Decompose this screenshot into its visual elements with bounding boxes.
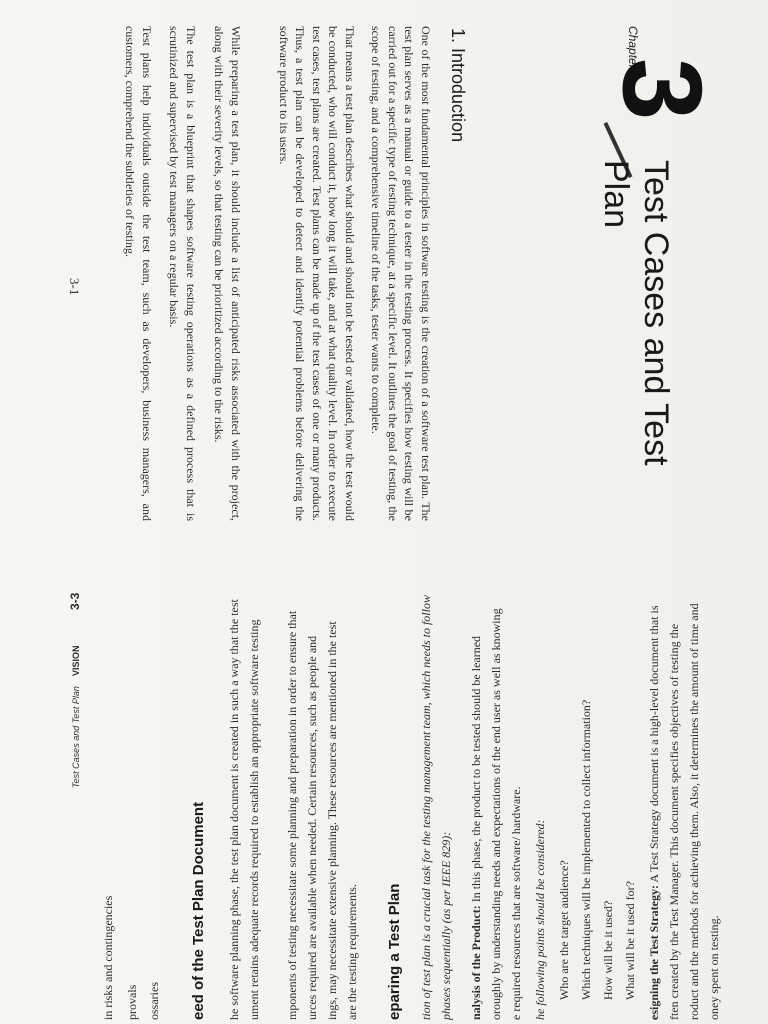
need-line-1: he software planning phase, the test plan document is created in such a way that the test — [227, 599, 241, 1020]
need-cont-line-3: ings, may necessitate extensive planning. These resources are mentioned in the test — [325, 621, 339, 1020]
fragment-risks: in risks and contingencies — [101, 895, 115, 1020]
heading-preparing-test-plan: eparing a Test Plan — [386, 883, 403, 1020]
strategy-line-2: ften created by the Test Manager. This document specifies objectives of testing the — [667, 623, 681, 1020]
analysis-lead: nalysis of the Product: — [469, 905, 483, 1020]
chapter-title-line2: Plan — [597, 160, 635, 229]
need-cont-line-2: urces required are available when needed. Certain resources, such as people and — [305, 635, 319, 1020]
fragment-glossaries: ossaries — [147, 982, 161, 1020]
strategy-line-1 — [646, 605, 663, 1020]
need-cont-line-1: mponents of testing necessitate some planning and preparation in order to ensure that — [285, 610, 299, 1020]
chapter-title-line1: Test Cases and Test — [637, 160, 675, 466]
question-2: Which techniques will be implemented to collect information? — [579, 699, 593, 1000]
paragraph-2: That means a test plan describes what should and should not be tested or validated, how the test would be conducted, who will conduct it, how long it will take, and at what quality level. In order to execute test cases, test plans are created. Test plans can be made up of the test cases of one or many products. Thus, a test plan can be developed to detect and identify potential problems before delivering the software product to its users. — [277, 26, 357, 521]
fragment-approvals: provals — [125, 984, 139, 1020]
paragraph-4: The test plan is a blueprint that shapes software testing operations as a defined process that is scrutinized and supervised by test managers on a regular basis. — [167, 26, 198, 521]
question-1: Who are the target audience? — [557, 860, 571, 1000]
need-cont-line-4: are the testing requirements. — [345, 884, 359, 1020]
heading-need-of-test-plan: eed of the Test Plan Document — [190, 801, 207, 1020]
need-line-2: ument retains adequate records required to establish an appropriate software testing — [247, 619, 261, 1020]
question-4: What will be it used for? — [623, 881, 637, 1000]
paragraph-1: One of the most fundamental principles in software testing is the creation of a software test plan. The test plan serves as a manual or guide to a tester in the testing process. It specifies how testing will be carried out for a specific type of testing technique, at a specific level. It outlines the goal of testing, the scope of testing, and a comprehensive timeline of the tasks, tester wants to complete. — [369, 26, 433, 521]
paragraph-3: While preparing a test plan, it should include a list of anticipated risks associated with the project, along with their severity levels, so that testing can be prioritized according to the risks. — [212, 26, 243, 521]
strategy-lead: esigning the Test Strategy: — [647, 885, 661, 1020]
analysis-line-3: e required resources that are software/ hardware. — [509, 786, 523, 1020]
analysis-text-1: In this phase, the product to be tested should be learned — [469, 635, 483, 906]
points-intro: he following points should be considered: — [533, 819, 547, 1020]
analysis-line-2: oroughly by understanding needs and expectations of the end user as well as knowing — [489, 608, 503, 1020]
strategy-line-3: roduct and the methods for achieving them. Also, it determines the amount of time and — [687, 603, 701, 1020]
page-number-top: 3-1 — [67, 278, 82, 296]
question-3: How will be it used? — [601, 900, 615, 1000]
preparing-intro-2: phases sequentially (as per IEEE 829): — [439, 831, 453, 1020]
chapter-number: 3 — [600, 58, 725, 121]
running-header-vision: VISION — [71, 645, 81, 676]
running-header-title: Test Cases and Test Plan — [71, 686, 81, 788]
chapter-label: Chapter — [626, 26, 640, 69]
strategy-line-4: oney spent on testing. — [707, 915, 721, 1020]
strategy-text-1: A Test Strategy document is a high-level document that is — [647, 605, 661, 885]
paragraph-5: Test plans help individuals outside the test team, such as developers, business managers, and customers, comprehend the subtleties of testing. — [123, 26, 154, 521]
section-heading: 1. Introduction — [448, 28, 468, 143]
page-number-bottom: 3-3 — [68, 592, 82, 610]
preparing-intro-1: tion of test plan is a crucial task for the testing management team, which needs to follow — [419, 595, 433, 1020]
analysis-line-1 — [468, 636, 485, 1020]
